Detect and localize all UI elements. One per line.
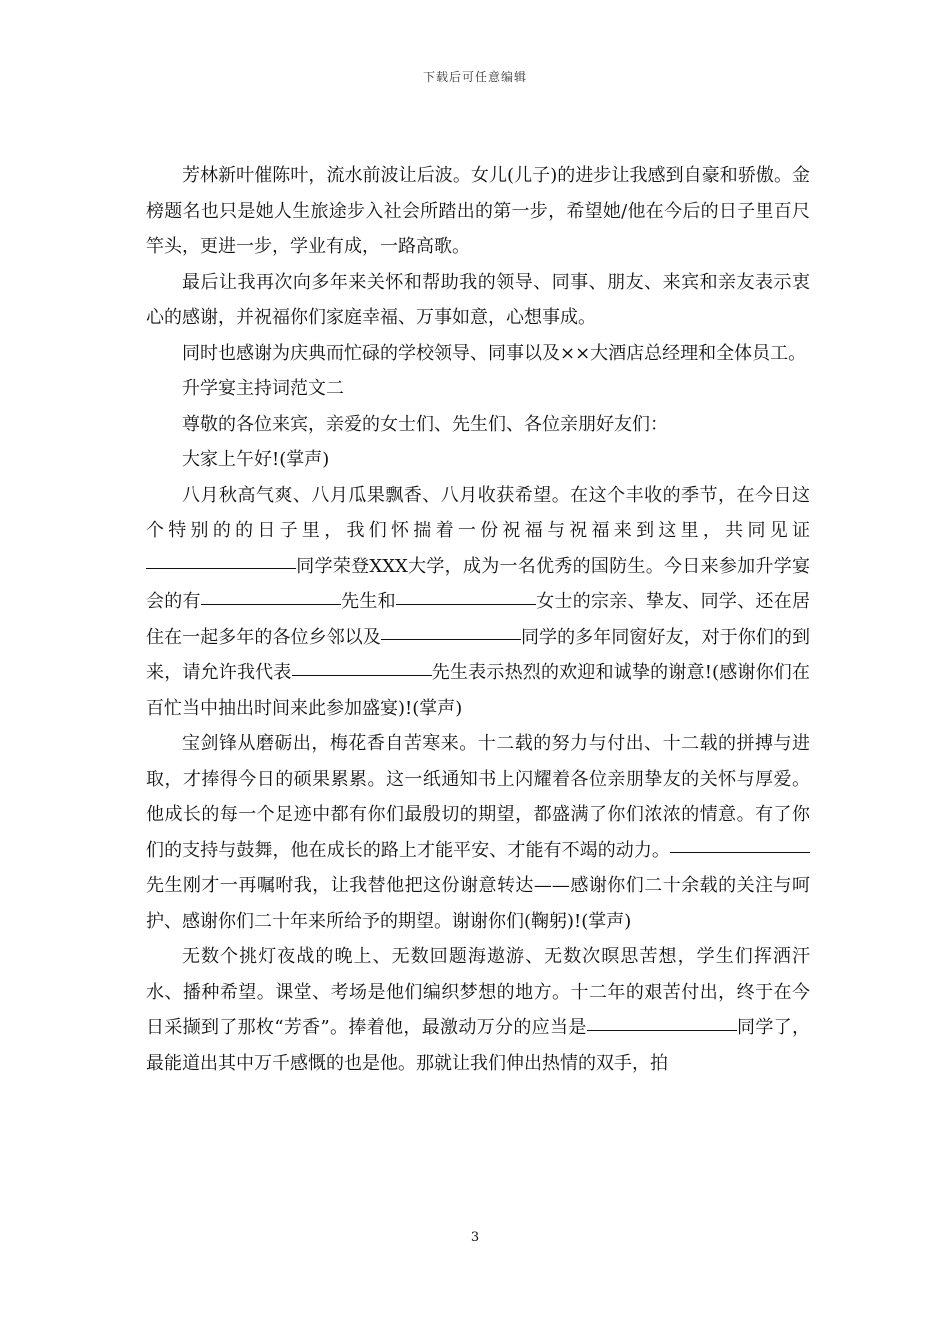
fill-in-blank <box>201 603 341 605</box>
paragraph <box>146 726 810 939</box>
paragraph <box>146 336 810 372</box>
fill-in-blank <box>396 603 536 605</box>
text-run: 八月秋高气爽、八月瓜果飘香、八月收获希望。在这个丰收的季节，在今日这个特别的的日子里，我们怀揣着一份祝福与祝福来到这里，共同见证 <box>146 484 810 541</box>
text-run: 先生和 <box>340 591 396 612</box>
greeting <box>146 442 810 478</box>
text-run: 先生表示热烈的欢迎和诚挚的谢意!(感谢你们在百忙当中抽出时间来此参加盛宴)!(掌声) <box>146 662 811 719</box>
salutation <box>146 407 810 443</box>
fill-in-blank <box>146 567 296 569</box>
text-run: 宝剑锋从磨砺出，梅花香自苦寒来。十二载的努力与付出、十二载的拼搏与进取，才捧得今日的硕果累累。这一纸通知书上闪耀着各位亲朋挚友的关怀与厚爱。他成长的每一个足迹中都有你们最殷切的期望，都盛满了你们浓浓的情意。有了你们的支持与鼓舞，他在成长的路上才能平安、才能有不竭的动力。 <box>146 733 810 861</box>
document-body <box>146 158 810 1081</box>
paragraph <box>146 265 810 336</box>
text-run: 升学宴主持词范文二 <box>182 378 344 399</box>
page-number: 3 <box>470 1230 480 1245</box>
text-run: 同学的多年同窗好友，对于你们的到来，请允许我代表 <box>146 626 811 683</box>
text-run: 同时也感谢为庆典而忙碌的学校领导、同事以及××大酒店总经理和全体员工。 <box>182 342 807 364</box>
text-run: 芳林新叶催陈叶，流水前波让后波。女儿(儿子)的进步让我感到自豪和骄傲。金榜题名也只是她人生旅途步入社会所踏出的第一步，希望她/他在今后的日子里百尺竿头，更进一步，学业有成，一路高歌。 <box>146 165 810 257</box>
paragraph <box>146 158 810 265</box>
fill-in-blank <box>381 638 521 640</box>
section-heading <box>146 371 810 407</box>
text-run: 无数个挑灯夜战的晚上、无数回题海遨游、无数次暝思苦想，学生们挥洒汗水、播种希望。课堂、考场是他们编织梦想的地方。十二年的艰苦付出，终于在今日采撷到了那枚“芳香”。捧着他，最激动万分的应当是 <box>146 946 810 1038</box>
text-run: 女士的宗亲、挚友、同学、还在居住在一起多年的各位乡邻以及 <box>146 591 811 648</box>
text-run: 同学了，最能道出其中万千感慨的也是他。那就让我们伸出热情的双手，拍 <box>146 1017 811 1074</box>
text-run: 同学荣登XXX大学，成为一名优秀的国防生。今日来参加升学宴会的有 <box>146 555 810 612</box>
paragraph <box>146 478 810 727</box>
fill-in-blank <box>587 1029 737 1031</box>
text-run: 尊敬的各位来宾，亲爱的女士们、先生们、各位亲朋好友们： <box>182 413 668 435</box>
fill-in-blank <box>670 851 810 853</box>
paragraph <box>146 939 810 1081</box>
text-run: 先生刚才一再嘱咐我，让我替他把这份谢意转达——感谢你们二十余载的关注与呵护、感谢你们二十年来所给予的期望。谢谢你们(鞠躬)!(掌声) <box>146 875 810 932</box>
text-run: 最后让我再次向多年来关怀和帮助我的领导、同事、朋友、来宾和亲友表示衷心的感谢，并祝福你们家庭幸福、万事如意，心想事成。 <box>146 271 810 328</box>
text-run: 大家上午好!(掌声) <box>182 449 330 470</box>
page-header: 下载后可任意编辑 <box>422 70 527 84</box>
fill-in-blank <box>292 674 432 676</box>
